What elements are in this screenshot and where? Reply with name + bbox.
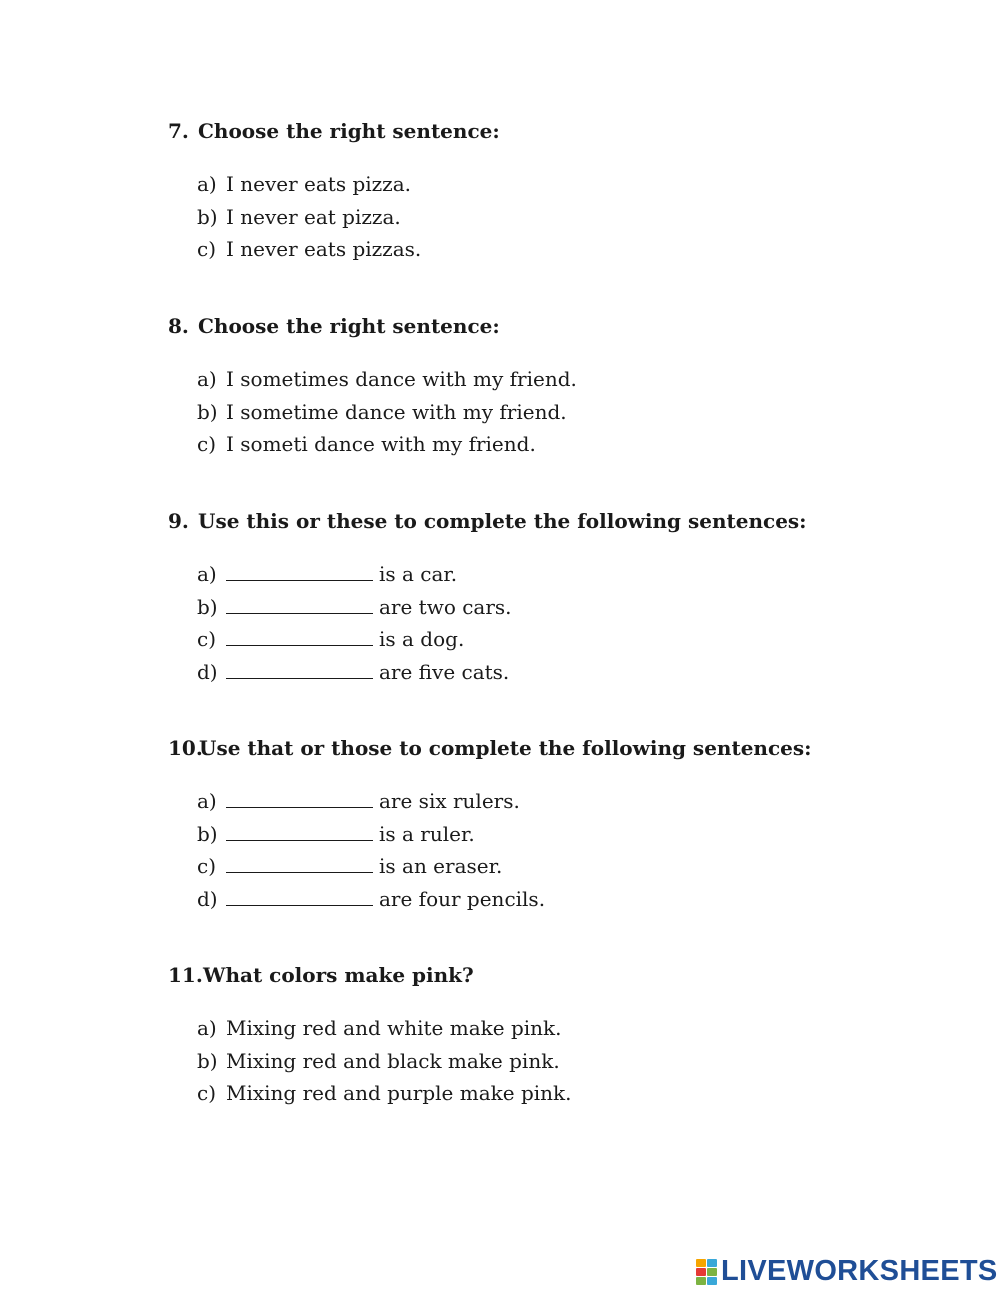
option-text: I never eat pizza. (226, 204, 401, 229)
question-text: Use this or these to complete the following sentences: (198, 509, 807, 533)
option-b[interactable] (197, 1049, 572, 1082)
question-text: Choose the right sentence: (198, 119, 500, 143)
option-a[interactable] (197, 172, 421, 205)
question-title (168, 736, 812, 760)
option-list (197, 1016, 572, 1114)
logo-text: LIVEWORKSHEETS (721, 1255, 998, 1287)
question-text: Use that or those to complete the following sentences: (199, 736, 812, 760)
option-letter: b) (197, 594, 218, 619)
option-list (197, 172, 421, 270)
option-list (197, 367, 577, 465)
option-text: are five cats. (379, 660, 510, 685)
option-text: Mixing red and white make pink. (226, 1016, 562, 1040)
option-text: is an eraser. (379, 854, 503, 879)
option-c[interactable] (197, 432, 577, 465)
option-text: is a ruler. (379, 821, 475, 846)
option-letter: d) (197, 887, 218, 912)
option-c[interactable] (197, 1081, 572, 1114)
blank-input[interactable] (226, 789, 373, 808)
option-letter: a) (197, 172, 217, 196)
question-number: 11. (168, 963, 203, 987)
option-d (197, 660, 512, 693)
option-text: I never eats pizzas. (226, 237, 422, 262)
option-text: I sometime dance with my friend. (226, 399, 567, 424)
option-c (197, 627, 512, 660)
question-text: What colors make pink? (203, 963, 474, 987)
option-a[interactable] (197, 1016, 572, 1049)
blank-input[interactable] (226, 660, 373, 679)
option-text: is a car. (379, 562, 458, 586)
blank-input[interactable] (226, 822, 373, 841)
option-text: are two cars. (379, 594, 512, 619)
option-letter: a) (197, 1016, 217, 1040)
option-letter: c) (197, 627, 217, 652)
question-title (168, 119, 500, 143)
option-letter: c) (197, 237, 217, 262)
question-title (168, 314, 500, 338)
option-a (197, 789, 545, 822)
question-text: Choose the right sentence: (198, 314, 500, 338)
option-text: I sometimes dance with my friend. (226, 367, 577, 391)
option-text: are six rulers. (379, 789, 520, 813)
option-b (197, 595, 512, 628)
option-letter: b) (197, 204, 218, 229)
question-title (168, 963, 474, 987)
option-letter: c) (197, 1081, 217, 1106)
option-text: are four pencils. (379, 887, 546, 912)
blank-input[interactable] (226, 854, 373, 873)
blank-input[interactable] (226, 627, 373, 646)
option-letter: c) (197, 854, 217, 879)
option-letter: a) (197, 367, 217, 391)
option-text: is a dog. (379, 627, 465, 652)
logo-blocks-icon (696, 1257, 718, 1285)
option-text: Mixing red and purple make pink. (226, 1081, 572, 1106)
question-number: 7. (168, 119, 189, 143)
option-letter: b) (197, 821, 218, 846)
option-list (197, 562, 512, 693)
question-number: 9. (168, 509, 189, 533)
question-number: 8. (168, 314, 189, 338)
blank-input[interactable] (226, 887, 373, 906)
option-text: I someti dance with my friend. (226, 432, 536, 457)
option-letter: a) (197, 562, 217, 586)
option-list (197, 789, 545, 920)
option-text: I never eats pizza. (226, 172, 411, 196)
option-a (197, 562, 512, 595)
option-text: Mixing red and black make pink. (226, 1048, 560, 1073)
option-c (197, 854, 545, 887)
option-letter: b) (197, 399, 218, 424)
option-letter: d) (197, 660, 218, 685)
option-letter: c) (197, 432, 217, 457)
option-b[interactable] (197, 205, 421, 238)
blank-input[interactable] (226, 562, 373, 581)
question-title (168, 509, 807, 533)
blank-input[interactable] (226, 595, 373, 614)
option-letter: b) (197, 1048, 218, 1073)
liveworksheets-logo (696, 1254, 998, 1288)
option-letter: a) (197, 789, 217, 813)
option-b (197, 822, 545, 855)
option-d (197, 887, 545, 920)
option-a[interactable] (197, 367, 577, 400)
option-b[interactable] (197, 400, 577, 433)
option-c[interactable] (197, 237, 421, 270)
question-number: 10. (168, 736, 203, 760)
